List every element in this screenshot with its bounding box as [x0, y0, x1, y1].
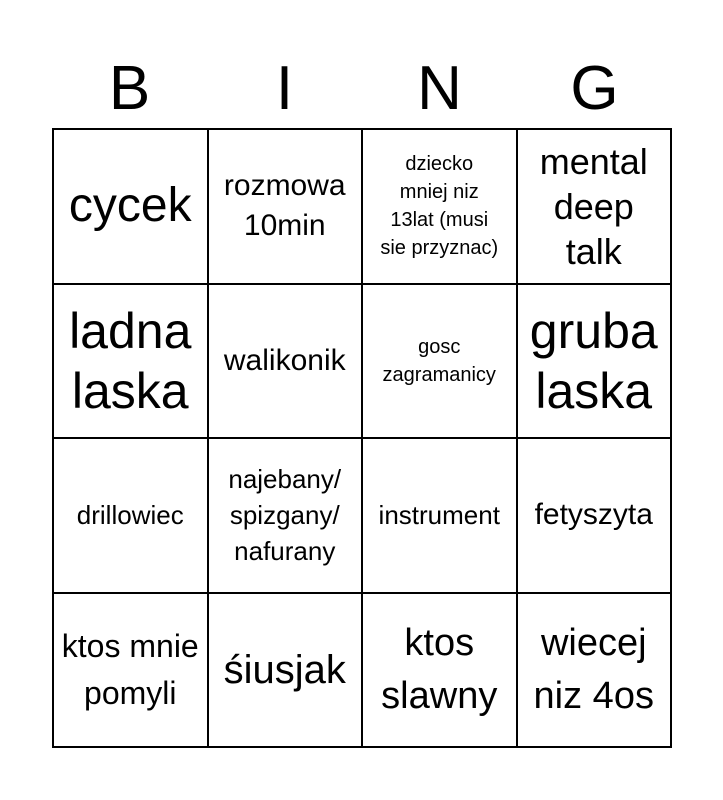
bingo-cell[interactable] — [363, 285, 518, 440]
bingo-cell[interactable] — [518, 285, 673, 440]
bingo-cell-text: ladna laska — [69, 302, 192, 419]
bingo-cell-text: ktos slawny — [381, 621, 498, 717]
bingo-cell[interactable] — [54, 594, 209, 749]
bingo-cell[interactable] — [363, 130, 518, 285]
bingo-cell[interactable] — [209, 130, 364, 285]
bingo-cell[interactable] — [518, 594, 673, 749]
bingo-cell-text: ktos mnie pomyli — [61, 628, 199, 711]
bingo-cell[interactable] — [209, 594, 364, 749]
header-letter-n: N — [417, 54, 462, 123]
bingo-cell[interactable] — [209, 285, 364, 440]
bingo-cell[interactable] — [518, 130, 673, 285]
bingo-cell-text: wiecej niz 4os — [533, 621, 654, 717]
header-letter-g: G — [570, 54, 619, 123]
bingo-cell[interactable] — [209, 439, 364, 594]
bingo-cell[interactable] — [54, 439, 209, 594]
header-letter-b: B — [108, 54, 151, 123]
bingo-cell-text: drillowiec — [76, 500, 184, 531]
bingo-cell-text: rozmowa 10min — [223, 168, 346, 243]
bingo-cell-text: walikonik — [223, 343, 346, 377]
bingo-cell[interactable] — [54, 285, 209, 440]
header-letter-i: I — [275, 54, 294, 123]
bingo-grid — [52, 128, 672, 748]
bingo-cell[interactable] — [518, 439, 673, 594]
bingo-cell-text: fetyszyta — [534, 498, 653, 531]
bingo-cell-text: gruba laska — [529, 302, 658, 419]
bingo-header — [52, 50, 672, 128]
bingo-cell[interactable] — [363, 439, 518, 594]
bingo-cell[interactable] — [54, 130, 209, 285]
bingo-cell-text: dziecko mniej niz 13lat (musi sie przyznac) — [380, 153, 499, 260]
bingo-cell-text: mental deep talk — [539, 140, 648, 272]
bingo-cell-text: najebany/ spizgany/ nafurany — [228, 463, 342, 567]
bingo-cell-text: cycek — [68, 178, 192, 232]
bingo-cell-text: gosc zagramanicy — [382, 335, 496, 386]
bingo-cell-text: śiusjak — [223, 647, 346, 692]
bingo-cell[interactable] — [363, 594, 518, 749]
bingo-cell-text: instrument — [378, 500, 500, 531]
